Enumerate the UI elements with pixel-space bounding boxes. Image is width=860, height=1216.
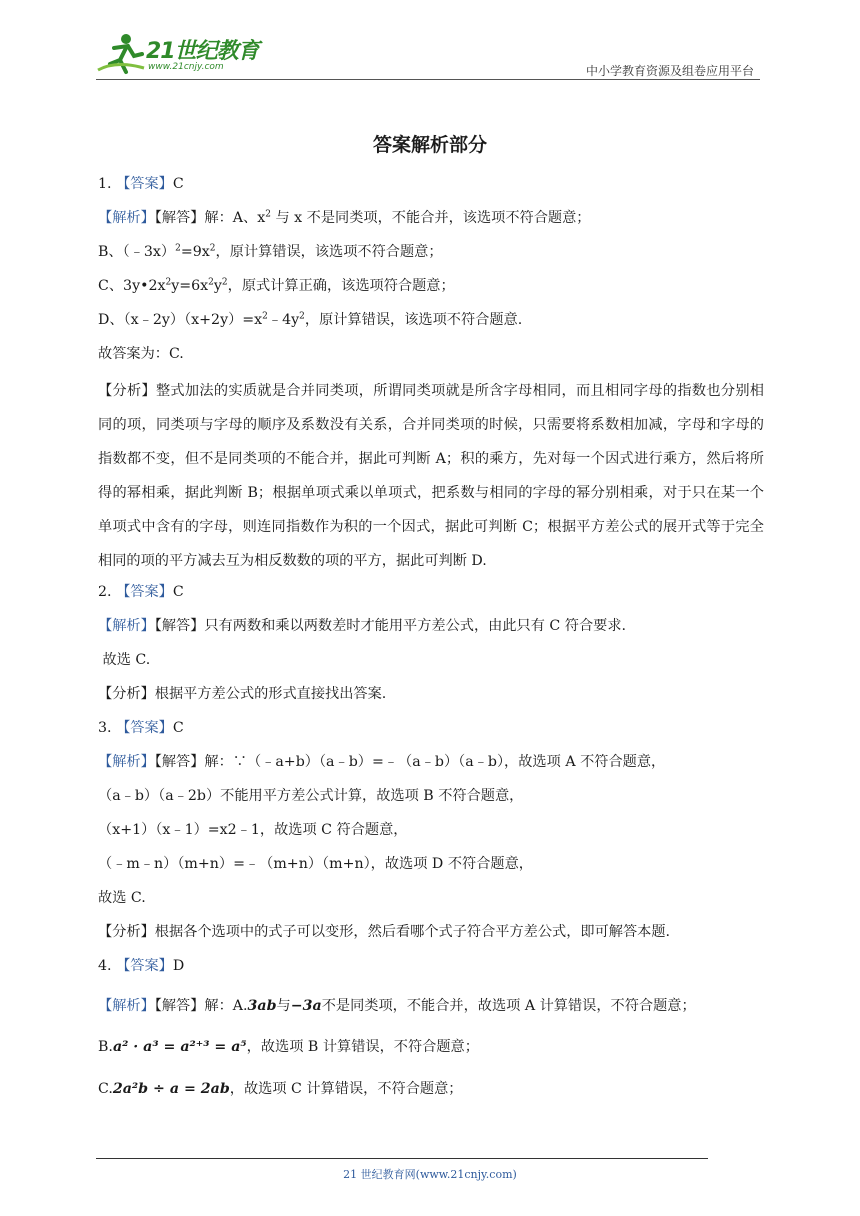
q1-text: B、（﹣3x） [98, 244, 176, 260]
q4-math: −3a [290, 998, 322, 1014]
q1-text: 【解答】解：A、x [154, 210, 266, 226]
q2-analysis: 【分析】根据平方差公式的形式直接找出答案. [98, 686, 387, 702]
q2-number: 2. [98, 584, 112, 600]
q4-analysis-tag: 【解析】 [98, 998, 155, 1014]
q1-text: ﹣4y [267, 312, 300, 328]
q4-answer [98, 952, 764, 986]
q2-answer [98, 578, 764, 612]
q4-text: C. [98, 1081, 113, 1097]
q1-sup: 2 [175, 243, 181, 254]
q3-solution-line-3: （x+1）（x﹣1）=x2﹣1，故选项 C 符合题意， [98, 822, 408, 838]
q1-solution-line-2 [98, 238, 764, 272]
q3-solution-line-2: （a﹣b）（a﹣2b）不能用平方差公式计算，故选项 B 不符合题意， [98, 788, 524, 804]
q3-analysis-tag: 【解析】 [98, 754, 155, 770]
q1-text: ，原计算错误，该选项不符合题意. [304, 312, 523, 328]
q1-answer [98, 170, 764, 204]
q1-solution-line-1 [98, 204, 764, 238]
q1-text: D、（x﹣2y）（x+2y）=x [98, 312, 263, 328]
q1-text: y [213, 278, 222, 294]
page-header [96, 30, 760, 80]
footer-text: 21 世纪教育网(www.21cnjy.com) [343, 1168, 517, 1181]
q4-math: a² · a³ = a²⁺³ = a⁵ [112, 1039, 247, 1055]
q1-answer-tag: 【答案】 [116, 176, 173, 192]
q1-text: ，原计算错误，该选项不符合题意； [215, 244, 443, 260]
q2-answer-value: C [172, 584, 184, 600]
q3-analysis: 【分析】根据各个选项中的式子可以变形，然后看哪个式子符合平方差公式，即可解答本题. [98, 924, 671, 940]
q1-conclusion: 故答案为：C. [98, 346, 184, 362]
q1-answer-value: C [172, 176, 184, 192]
q1-sup: 2 [299, 311, 305, 322]
footer-divider [96, 1158, 708, 1159]
q1-sup: 2 [221, 277, 228, 288]
q4-solution-line-1 [98, 986, 764, 1026]
q4-text: ，故选项 B 计算错误，不符合题意； [246, 1039, 479, 1055]
q1-sup: 2 [165, 277, 172, 288]
q4-math: 2a²b ÷ a = 2ab [112, 1081, 230, 1097]
q4-answer-value: D [172, 958, 185, 974]
q1-analysis-tag: 【解析】 [98, 210, 155, 226]
q1-text: 与 x 不是同类项，不能合并，该选项不符合题意； [270, 210, 591, 226]
q3-number: 3. [98, 720, 112, 736]
q2-text: 【解答】只有两数和乘以两数差时才能用平方差公式，由此只有 C 符合要求. [154, 618, 627, 634]
q4-text: 与 [276, 998, 291, 1014]
q1-solution-line-3 [98, 272, 764, 306]
page-title: 答案解析部分 [372, 134, 487, 156]
q3-text: 【解答】解：∵（﹣a+b）（a﹣b）=﹣（a﹣b）（a﹣b），故选项 A 不符合题意， [154, 754, 666, 770]
q1-solution-line-4 [98, 306, 764, 340]
runner-logo-icon [96, 30, 146, 78]
header-divider [96, 79, 760, 80]
q4-text: B. [98, 1039, 113, 1055]
q4-number: 4. [98, 958, 112, 974]
q2-conclusion: 故选 C. [98, 652, 151, 668]
q1-analysis: 【分析】整式加法的实质就是合并同类项，所谓同类项就是所含字母相同，而且相同字母的指数也分别相同的项，同类项与字母的顺序及系数没有关系，合并同类项的时候，只需要将系数相加减，字母和字母的指数都不变，但不是同类项的不能合并，据此可判断 A；积的乘方，先对每一个因式进行乘方，然后将所得的幂相乘，据此判断 B；根据单项式乘以单项式，把系数与相同的字母的幂分别相乘，对于只在某一个单项式中含有的字母，则连同指数作为积的一个因式，据此可判断 C；根据平方差公式的展开式等于完全相同的项的平方减去互为相反数数的项的平方，据此可判断 D. [98, 383, 764, 569]
q4-text: ，故选项 C 计算错误，不符合题意； [229, 1081, 463, 1097]
answer-content [98, 170, 764, 1110]
q3-solution-line-1 [98, 748, 764, 782]
q4-answer-tag: 【答案】 [116, 958, 173, 974]
q1-sup: 2 [262, 311, 268, 322]
q4-solution-line-3 [98, 1068, 764, 1110]
q2-analysis-tag: 【解析】 [98, 618, 155, 634]
q1-text: =9x [180, 244, 210, 260]
q3-answer-tag: 【答案】 [116, 720, 173, 736]
q4-math: 3ab [247, 998, 277, 1014]
q4-solution-line-2 [98, 1026, 764, 1068]
site-logo [96, 30, 266, 78]
q1-text: y=6x [171, 278, 209, 294]
logo-url: www.21cnjy.com [148, 62, 224, 72]
q1-text: C、3y•2x [98, 278, 166, 294]
q3-answer [98, 714, 764, 748]
q1-sup: 2 [209, 243, 216, 254]
q3-conclusion: 故选 C. [98, 890, 146, 906]
q1-sup: 2 [208, 277, 214, 288]
q3-solution-line-4: （﹣m﹣n）（m+n）=﹣（m+n）（m+n），故选项 D 不符合题意， [98, 856, 533, 872]
q1-text: ，原式计算正确，该选项符合题意； [227, 278, 455, 294]
q2-solution-line-1 [98, 612, 764, 646]
logo-text: 21世纪教育 [146, 39, 259, 64]
q2-answer-tag: 【答案】 [116, 584, 173, 600]
q1-number: 1. [98, 176, 112, 192]
header-platform-name: 中小学教育资源及组卷应用平台 [585, 64, 754, 78]
q1-sup: 2 [265, 209, 271, 220]
q4-text: 【解答】解：A. [154, 998, 248, 1014]
q3-answer-value: C [172, 720, 184, 736]
q4-text: 不是同类项，不能合并，故选项 A 计算错误，不符合题意； [321, 998, 696, 1014]
